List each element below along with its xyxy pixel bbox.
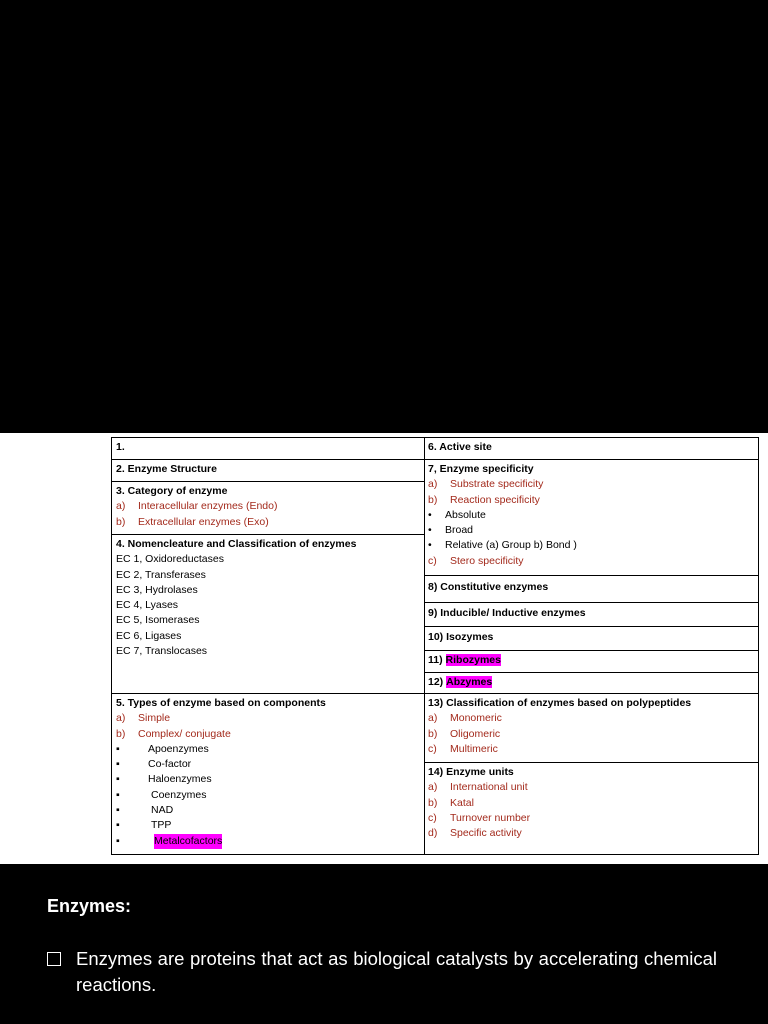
cell-14 (424, 763, 758, 854)
item-marker: a) (116, 712, 126, 725)
item-marker: c) (428, 811, 437, 824)
bullet-icon: • (428, 539, 432, 552)
item-text: Apoenzymes (148, 742, 209, 755)
slide-top-blank (0, 0, 768, 432)
cell-1 (112, 438, 424, 460)
ec-line: EC 3, Hydrolases (116, 583, 198, 596)
cell-title: 5. Types of enzyme based on components (116, 697, 326, 709)
item-text: Turnover number (450, 811, 531, 824)
item-marker: b) (116, 515, 126, 528)
item-marker: a) (428, 712, 438, 725)
item-text: Substrate specificity (450, 478, 544, 491)
cell-title: 7, Enzyme specificity (428, 463, 534, 475)
list-item (116, 727, 420, 742)
list-item (428, 826, 754, 841)
list-item (428, 727, 754, 742)
item-text: Oligomeric (450, 727, 501, 740)
ec-line: EC 2, Transferases (116, 568, 206, 581)
list-item (428, 493, 754, 508)
bullet-item (428, 523, 754, 538)
ec-line: EC 6, Ligases (116, 629, 182, 642)
item-marker: b) (428, 727, 438, 740)
sub-item (116, 834, 420, 849)
item-marker: c) (428, 742, 437, 755)
item-text: Specific activity (450, 827, 522, 840)
item-text: Interacellular enzymes (Endo) (138, 500, 278, 513)
list-item (116, 711, 420, 726)
bullet-paragraph (47, 946, 717, 998)
item-text: Katal (450, 796, 474, 809)
item-marker: a) (428, 781, 438, 794)
item-marker: b) (428, 796, 438, 809)
highlighted-text: Ribozymes (445, 654, 501, 666)
cell-title: 13) Classification of enzymes based on polypeptides (428, 697, 692, 709)
cell-number: 11) (428, 654, 443, 666)
square-bullet-icon: ▪ (116, 742, 120, 755)
cell-3 (112, 482, 424, 535)
item-text: International unit (450, 781, 528, 794)
sub-item (116, 757, 420, 772)
sub-item (116, 788, 420, 803)
cell-13 (424, 694, 758, 763)
item-text: Reaction specificity (450, 493, 540, 506)
top-rule (0, 432, 768, 433)
item-text: Complex/ conjugate (138, 727, 231, 740)
item-text: Co-factor (148, 758, 192, 771)
square-bullet-icon: ▪ (116, 788, 120, 801)
ec-line: EC 4, Lyases (116, 599, 179, 612)
square-bullet-icon: ▪ (116, 758, 120, 771)
list-item (116, 515, 420, 530)
item-text: NAD (151, 804, 174, 817)
sub-item (116, 803, 420, 818)
bullet-icon: • (428, 508, 432, 521)
cell-11 (424, 651, 758, 673)
square-bullet-icon: ▪ (116, 804, 120, 817)
cell-10 (424, 627, 758, 651)
cell-2 (112, 460, 424, 482)
list-item (428, 796, 754, 811)
cell-6 (424, 438, 758, 460)
list-item (428, 742, 754, 757)
ec-line: EC 5, Isomerases (116, 614, 200, 627)
bullet-text: Enzymes are proteins that act as biological catalysts by accelerating chemical reactions. (76, 948, 717, 995)
item-marker: a) (116, 500, 126, 513)
list-item (428, 811, 754, 826)
cell-12 (424, 673, 758, 694)
item-text: Extracellular enzymes (Exo) (138, 515, 269, 528)
item-marker: b) (116, 727, 126, 740)
cell-title: 8) Constitutive enzymes (428, 581, 549, 593)
cell-title: 9) Inducible/ Inductive enzymes (428, 607, 586, 619)
square-bullet-icon: ▪ (116, 819, 120, 832)
item-text: Haloenzymes (148, 773, 212, 786)
checkbox-outline-icon (47, 952, 61, 966)
item-text: Relative (a) Group b) Bond ) (445, 539, 577, 552)
item-text: Simple (138, 712, 171, 725)
cell-5 (112, 694, 424, 854)
square-bullet-icon: ▪ (116, 773, 120, 786)
cell-4 (112, 535, 424, 694)
item-marker: b) (428, 493, 438, 506)
square-bullet-icon: ▪ (116, 834, 120, 847)
sub-item (116, 818, 420, 833)
ec-line: EC 7, Translocases (116, 645, 208, 658)
item-text: Monomeric (450, 712, 502, 725)
cell-8 (424, 576, 758, 603)
list-item (428, 554, 754, 569)
item-text: Absolute (445, 508, 486, 521)
item-text: Stero specificity (450, 554, 524, 567)
bullet-item (428, 508, 754, 523)
list-item (428, 780, 754, 795)
slide-text-area (0, 866, 768, 1024)
bullet-item (428, 538, 754, 553)
item-text: TPP (151, 819, 172, 832)
item-text: Coenzymes (151, 788, 207, 801)
cell-title: 10) Isozymes (428, 631, 494, 643)
cell-title: 6. Active site (428, 441, 492, 453)
cell-title: 4. Nomencleature and Classification of enzymes (116, 538, 357, 550)
bottom-rule (0, 864, 768, 865)
cell-title: 14) Enzyme units (428, 766, 514, 778)
left-column (112, 438, 425, 854)
table-image (0, 432, 768, 865)
item-marker: c) (428, 554, 437, 567)
item-text: Broad (445, 524, 474, 537)
cell-number: 12) (428, 676, 444, 688)
bullet-icon: • (428, 524, 432, 537)
ec-line: EC 1, Oxidoreductases (116, 553, 224, 566)
sub-item (116, 742, 420, 757)
sub-item (116, 772, 420, 787)
cell-title: 2. Enzyme Structure (116, 463, 217, 475)
item-text: Multimeric (450, 742, 498, 755)
section-title: Enzymes: (47, 896, 132, 916)
item-marker: a) (428, 478, 438, 491)
item-marker: d) (428, 827, 438, 840)
list-item (428, 711, 754, 726)
list-item (116, 499, 420, 514)
list-item (428, 477, 754, 492)
highlighted-text: Metalcofactors (154, 834, 222, 849)
topics-table (111, 437, 759, 855)
right-column (424, 438, 758, 854)
cell-title: 3. Category of enzyme (116, 485, 228, 497)
cell-title: 1. (116, 441, 125, 453)
cell-9 (424, 603, 758, 627)
cell-7 (424, 460, 758, 576)
highlighted-text: Abzymes (446, 676, 493, 688)
